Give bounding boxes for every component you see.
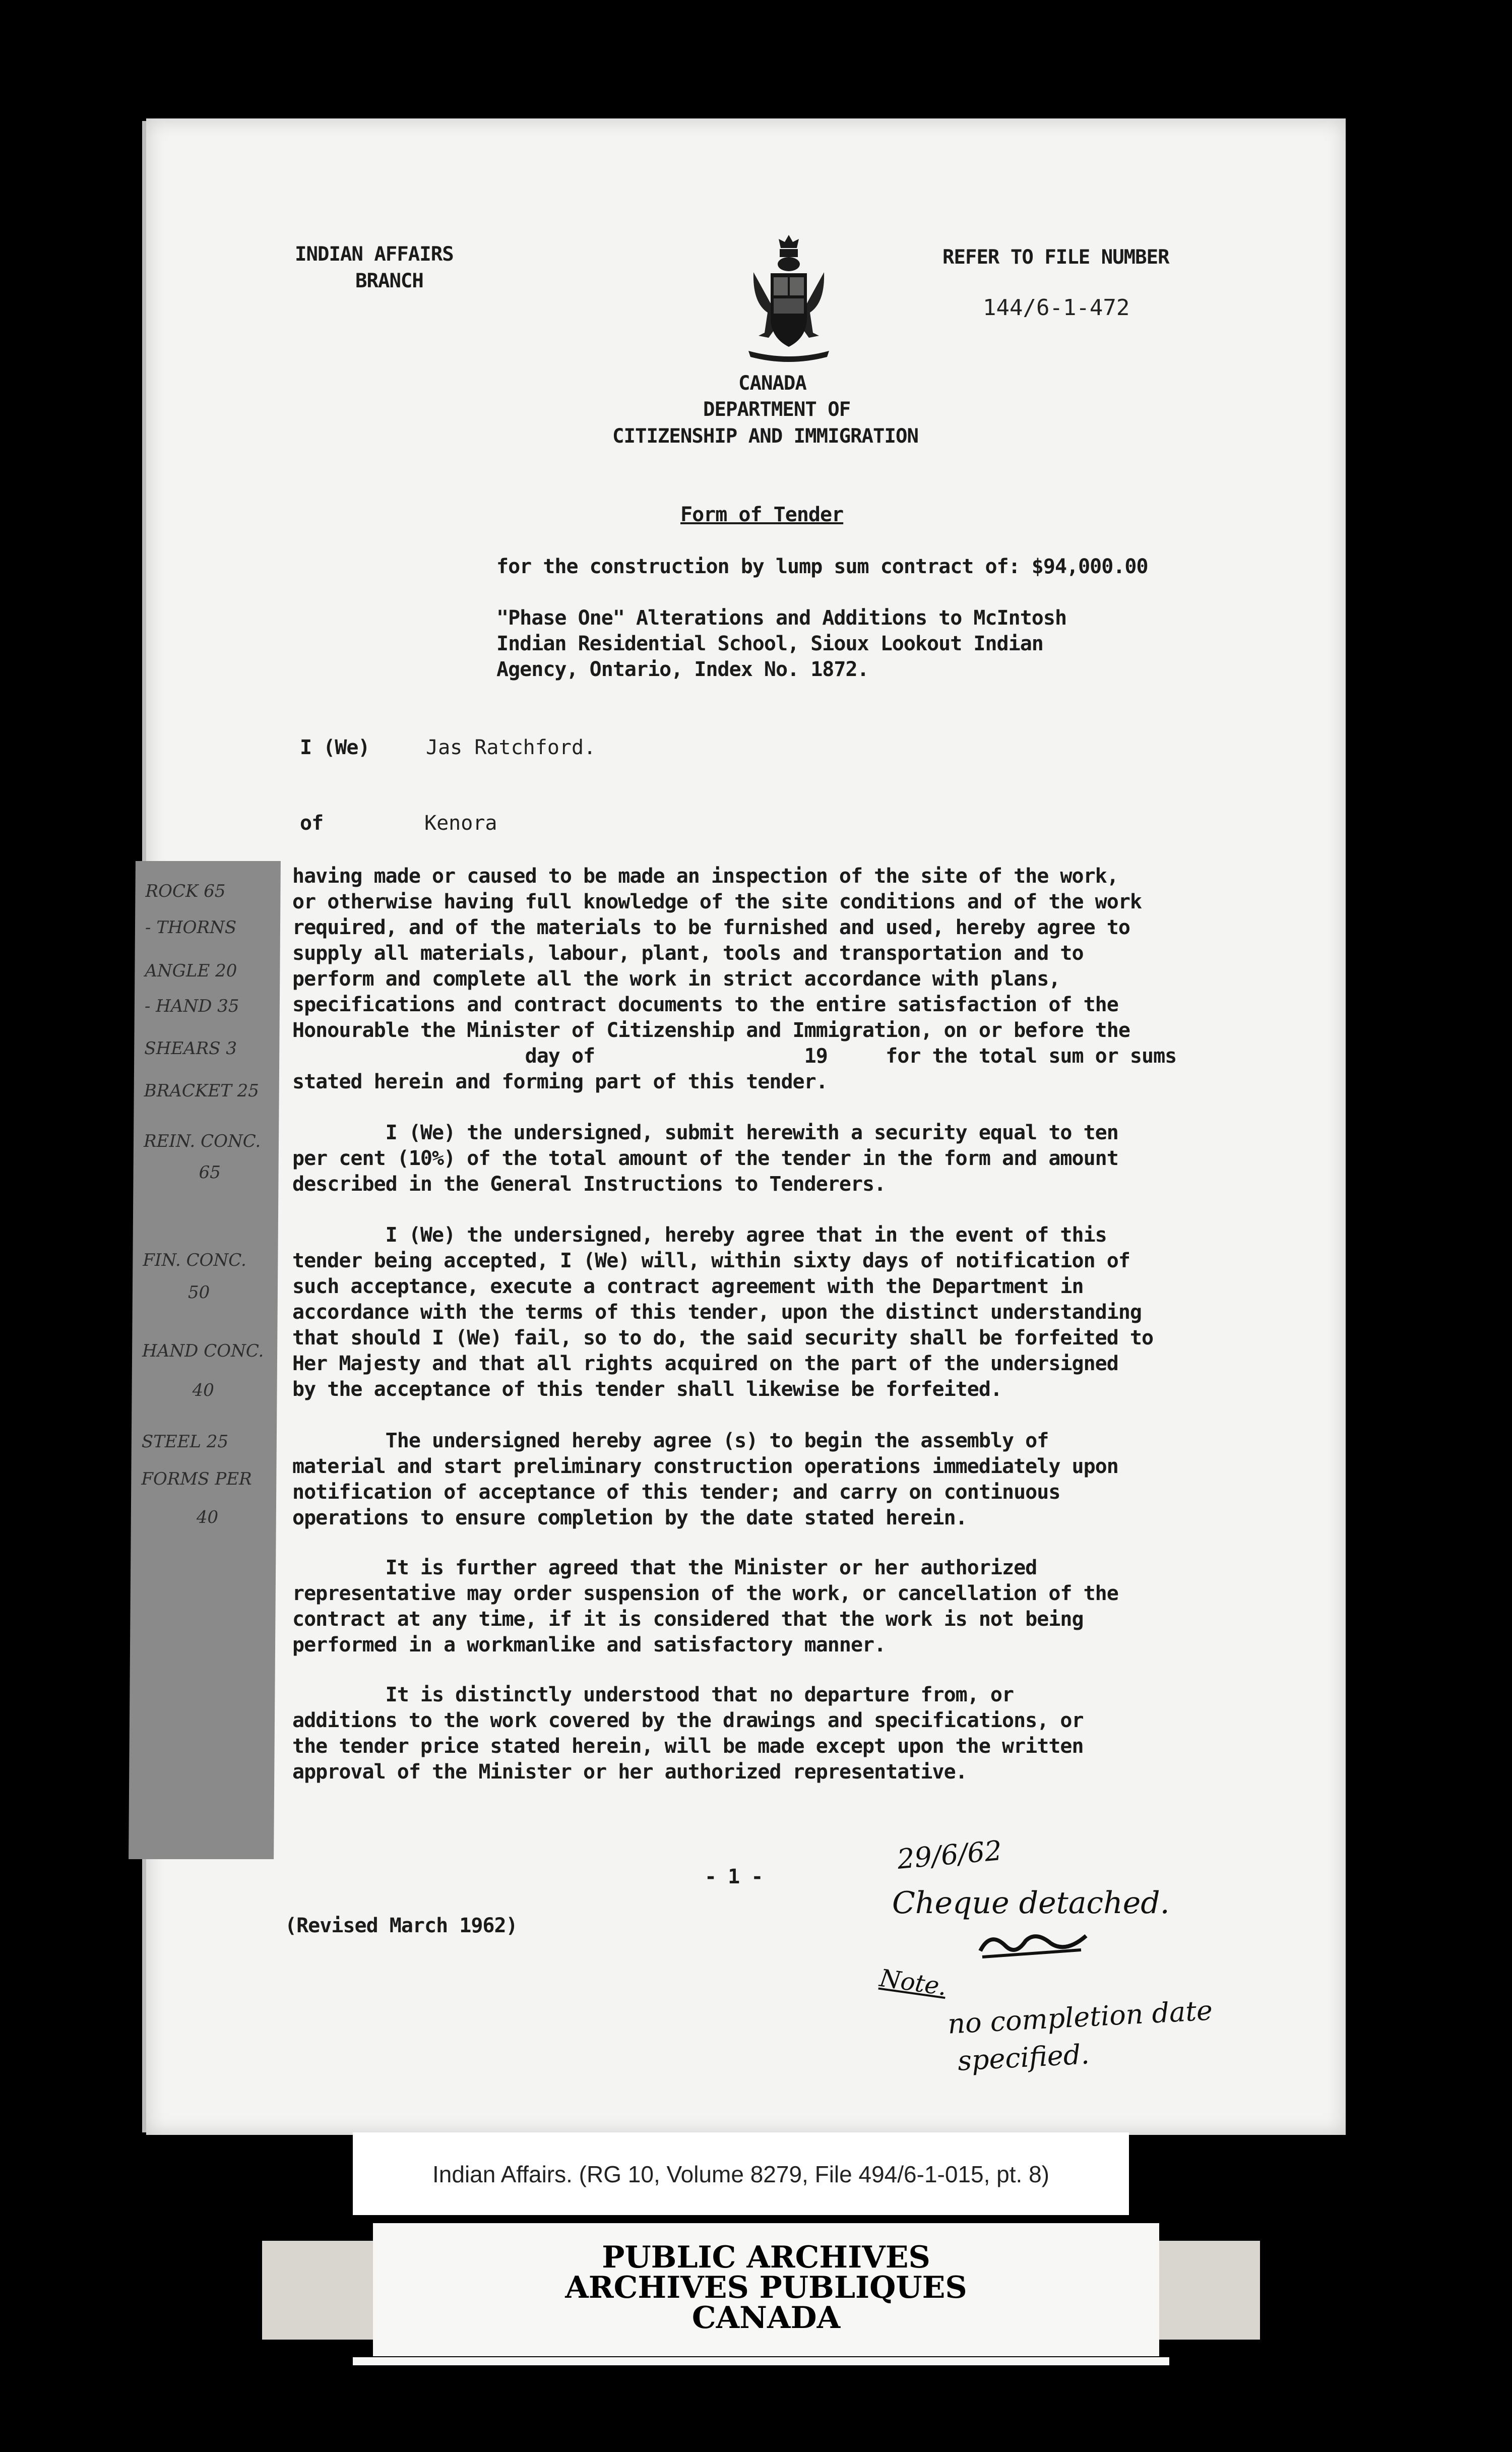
text-line: notification of acceptance of this tender; and carry on continuous [292, 1481, 1060, 1504]
margin-note: 40 [196, 1507, 219, 1527]
archives-stamp [373, 2223, 1159, 2356]
text-line: material and start preliminary construction operations immediately upon [292, 1455, 1118, 1478]
text-line: The undersigned hereby agree (s) to begin the assembly of [292, 1429, 1049, 1452]
margin-note: ANGLE 20 [145, 961, 237, 981]
paragraph-inspection [292, 864, 1176, 1095]
text-line: or otherwise having full knowledge of the site conditions and of the work [292, 890, 1142, 913]
handwritten-date: 29/6/62 [896, 1834, 1003, 1875]
text-line: perform and complete all the work in strict accordance with plans, [292, 967, 1060, 991]
paragraph-acceptance [292, 1222, 1153, 1402]
text-line: by the acceptance of this tender shall likewise be forfeited. [292, 1378, 1002, 1401]
text-line: that should I (We) fail, so to do, the said security shall be forfeited to [292, 1326, 1154, 1350]
refer-label: REFER TO FILE NUMBER [942, 246, 1169, 269]
margin-note: BRACKET 25 [144, 1081, 259, 1101]
margin-note: FIN. CONC. [143, 1250, 246, 1270]
margin-note: STEEL 25 [141, 1432, 229, 1452]
project-line: "Phase One" Alterations and Additions to McIntosh [496, 606, 1067, 630]
stamp-line3: CANADA [691, 2300, 841, 2336]
handwritten-cheque-note: Cheque detached. [892, 1885, 1170, 1921]
tenderer-place: Kenora [424, 812, 497, 835]
country-title: CANADA [738, 372, 806, 395]
form-title: Form of Tender [680, 503, 844, 526]
department-line2: CITIZENSHIP AND IMMIGRATION [612, 425, 918, 448]
file-number: 144/6-1-472 [983, 295, 1130, 321]
text-line: operations to ensure completion by the date stated herein. [292, 1506, 967, 1529]
text-line: contract at any time, if it is considered that the work is not being [292, 1608, 1084, 1631]
contract-line: for the construction by lump sum contract of: $94,000.00 [496, 555, 1148, 578]
text-line: additions to the work covered by the drawings and specifications, or [292, 1709, 1084, 1732]
project-line: Indian Residential School, Sioux Lookout Indian [496, 632, 1043, 655]
text-line: such acceptance, execute a contract agreement with the Department in [292, 1275, 1084, 1298]
text-line: I (We) the undersigned, hereby agree that in the event of this [292, 1223, 1107, 1247]
margin-note: FORMS PER [141, 1469, 252, 1489]
text-line: required, and of the materials to be furnished and used, hereby agree to [292, 916, 1130, 939]
text-line: having made or caused to be made an inspection of the site of the work, [292, 865, 1118, 888]
stamp-line1: PUBLIC ARCHIVES [602, 2240, 930, 2275]
text-line: tender being accepted, I (We) will, within sixty days of notification of [292, 1249, 1130, 1272]
page-number: - 1 - [705, 1865, 763, 1888]
revision-date: (Revised March 1962) [285, 1914, 518, 1937]
attached-note-slip [129, 861, 281, 1859]
text-line: It is distinctly understood that no departure from, or [292, 1683, 1014, 1706]
initials-signature-icon [975, 1926, 1091, 1966]
margin-note: 65 [199, 1162, 221, 1183]
text-line: described in the General Instructions to Tenderers. [292, 1173, 886, 1196]
text-line: Her Majesty and that all rights acquired on the part of the undersigned [292, 1352, 1118, 1375]
handwritten-note-label: Note. [877, 1964, 949, 2002]
paragraph-commencement [292, 1428, 1118, 1531]
text-line: the tender price stated herein, will be made except upon the written [292, 1735, 1084, 1758]
text-line: day of 19 for the total sum or sums [292, 1045, 1177, 1068]
paragraph-departures [292, 1682, 1084, 1785]
margin-note: - THORNS [145, 917, 237, 938]
text-line: It is further agreed that the Minister or her authorized [292, 1556, 1037, 1579]
text-line: stated herein and forming part of this tender. [292, 1070, 828, 1093]
margin-note: REIN. CONC. [143, 1131, 261, 1151]
text-line: Honourable the Minister of Citizenship and Immigration, on or before the [292, 1019, 1130, 1042]
handwritten-completion-note: no completion date [947, 1994, 1214, 2040]
text-line: performed in a workmanlike and satisfactory manner. [292, 1633, 886, 1657]
archive-caption-box [353, 2132, 1129, 2215]
tenderer-name: Jas Ratchford. [426, 736, 596, 759]
text-line: per cent (10%) of the total amount of the tender in the form and amount [292, 1147, 1118, 1170]
archive-caption: Indian Affairs. (RG 10, Volume 8279, File 494/6-1-015, pt. 8) [432, 2161, 1049, 2187]
department-line1: DEPARTMENT OF [703, 398, 851, 421]
project-description [496, 605, 1066, 683]
paragraph-suspension [292, 1555, 1118, 1658]
stamp-tab-right [1149, 2241, 1260, 2340]
margin-note: ROCK 65 [145, 881, 226, 901]
margin-note: 50 [187, 1282, 210, 1303]
text-line: approval of the Minister or her authorized representative. [292, 1760, 967, 1784]
margin-note: - HAND 35 [144, 996, 239, 1016]
stamp-line2: ARCHIVES PUBLIQUES [565, 2270, 967, 2305]
margin-note: HAND CONC. [142, 1341, 264, 1361]
margin-note: SHEARS 3 [144, 1038, 237, 1059]
of-label: of [300, 812, 324, 835]
i-we-label: I (We) [300, 736, 370, 759]
stamp-base [353, 2357, 1169, 2365]
paragraph-security [292, 1120, 1118, 1197]
stamp-tab-left [262, 2241, 383, 2340]
text-line: representative may order suspension of the work, or cancellation of the [292, 1582, 1118, 1605]
handwritten-specified-note: specified. [957, 2038, 1090, 2077]
coat-of-arms-icon [738, 232, 839, 363]
project-line: Agency, Ontario, Index No. 1872. [496, 658, 869, 681]
text-line: accordance with the terms of this tender, upon the distinct understanding [292, 1301, 1142, 1324]
text-line: specifications and contract documents to the entire satisfaction of the [292, 993, 1118, 1016]
text-line: I (We) the undersigned, submit herewith a security equal to ten [292, 1121, 1118, 1144]
margin-note: 40 [192, 1380, 214, 1400]
text-line: supply all materials, labour, plant, tools and transportation and to [292, 942, 1084, 965]
branch-line2: BRANCH [355, 270, 423, 292]
branch-line1: INDIAN AFFAIRS [295, 243, 454, 266]
